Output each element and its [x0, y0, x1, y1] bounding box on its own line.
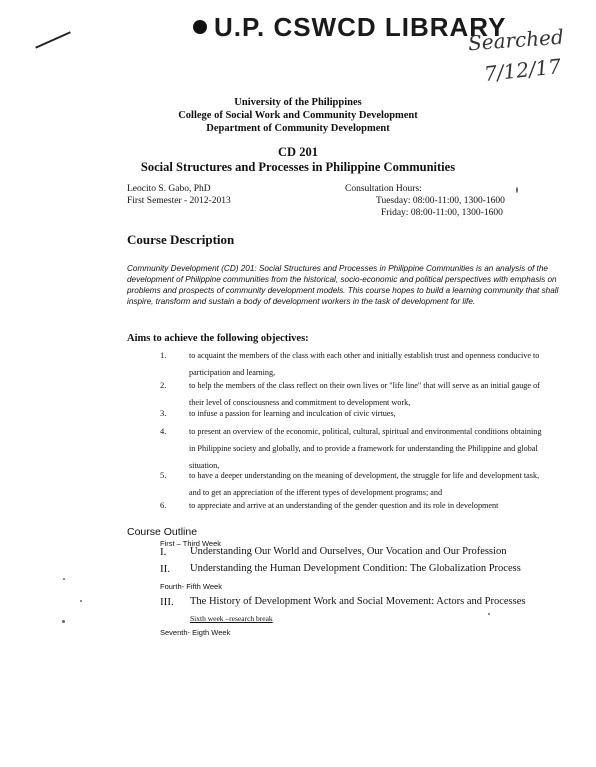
- aims-heading: Aims to achieve the following objectives:: [127, 333, 309, 344]
- library-stamp: U.P. CSWCD LIBRARY: [214, 12, 507, 42]
- objective-text: to present an overview of the economic, political, cultural, spiritual and environmental conditions obtaining in Philippine society and globally, and to provide a framework for understanding the Philippine and global situation,: [189, 427, 542, 470]
- course-title: Social Structures and Processes in Philippine Communities: [140, 160, 456, 174]
- college-name: College of Social Work and Community Development: [178, 110, 418, 121]
- week-label: First – Third Week: [160, 539, 221, 548]
- scan-speck: [488, 613, 490, 615]
- week-label: Seventh- Eigth Week: [160, 628, 231, 637]
- consultation-friday: Friday: 08:00-11:00, 1300-1600: [381, 208, 503, 218]
- unit-title: The History of Development Work and Social Movement: Actors and Processes: [190, 596, 526, 607]
- scan-speck: [80, 600, 82, 602]
- scan-speck: [63, 578, 65, 580]
- objective-text: to have a deeper understanding on the meaning of development, the struggle for life and development task, and to get an appreciation of the ifferent types of development programs; and: [189, 471, 540, 497]
- unit-title: Understanding the Human Development Condition: The Globalization Process: [190, 563, 521, 574]
- unit-number: III.: [160, 596, 174, 608]
- unit-number: I.: [160, 546, 167, 558]
- scan-speck: [62, 620, 65, 623]
- objective-number: 4.: [160, 426, 167, 436]
- stamp-dot: [193, 20, 207, 34]
- consultation-tuesday: Tuesday: 08:00-11:00, 1300-1600: [376, 196, 505, 206]
- course-code: CD 201: [278, 145, 318, 159]
- handwritten-note: Searched: [467, 24, 565, 56]
- university-name: University of the Philippines: [234, 97, 362, 108]
- objective-text: to acquaint the members of the class with each other and initially establish trust and openness conducive to participation and learning,: [189, 351, 540, 377]
- research-break-note: Sixth week –research break: [190, 614, 273, 623]
- week-label: Fourth- Fifth Week: [160, 582, 222, 591]
- objective-text: to infuse a passion for learning and inculcation of civic virtues,: [189, 409, 396, 418]
- course-description-heading: Course Description: [127, 232, 235, 247]
- objective-number: 2.: [160, 380, 167, 390]
- course-outline-heading: Course Outline: [127, 526, 198, 538]
- objective-number: 3.: [160, 408, 167, 418]
- handwritten-date: 7/12/17: [482, 54, 563, 86]
- unit-number: II.: [160, 563, 171, 575]
- objective-number: 1.: [160, 350, 167, 360]
- pen-mark: [35, 31, 71, 48]
- course-description-text: Community Development (CD) 201: Social Structures and Processes in Philippine Communities is an analysis of the development of Philippine communities from the historical, socio-economic and political perspectives with emphasis on problems and prospects of community development models. This course hopes to build a learning community that shall inspire, transform and sustain a body of development workers in the task of development for life.: [127, 264, 559, 306]
- professor-name: Leocito S. Gabo, PhD: [127, 184, 211, 194]
- unit-title: Understanding Our World and Ourselves, Our Vocation and Our Profession: [190, 546, 507, 557]
- scan-speck: [516, 187, 518, 193]
- semester: First Semester - 2012-2013: [127, 196, 231, 206]
- consultation-label: Consultation Hours:: [345, 184, 422, 194]
- department-name: Department of Community Development: [206, 123, 390, 134]
- objective-text: to help the members of the class reflect on their own lives or "life line" that will serve as an initial gauge of their level of consciousness and commitment to development work,: [189, 381, 540, 407]
- objective-text: to appreciate and arrive at an understanding of the gender question and its role in development: [189, 501, 499, 510]
- objective-number: 6.: [160, 500, 167, 510]
- objective-number: 5.: [160, 470, 167, 480]
